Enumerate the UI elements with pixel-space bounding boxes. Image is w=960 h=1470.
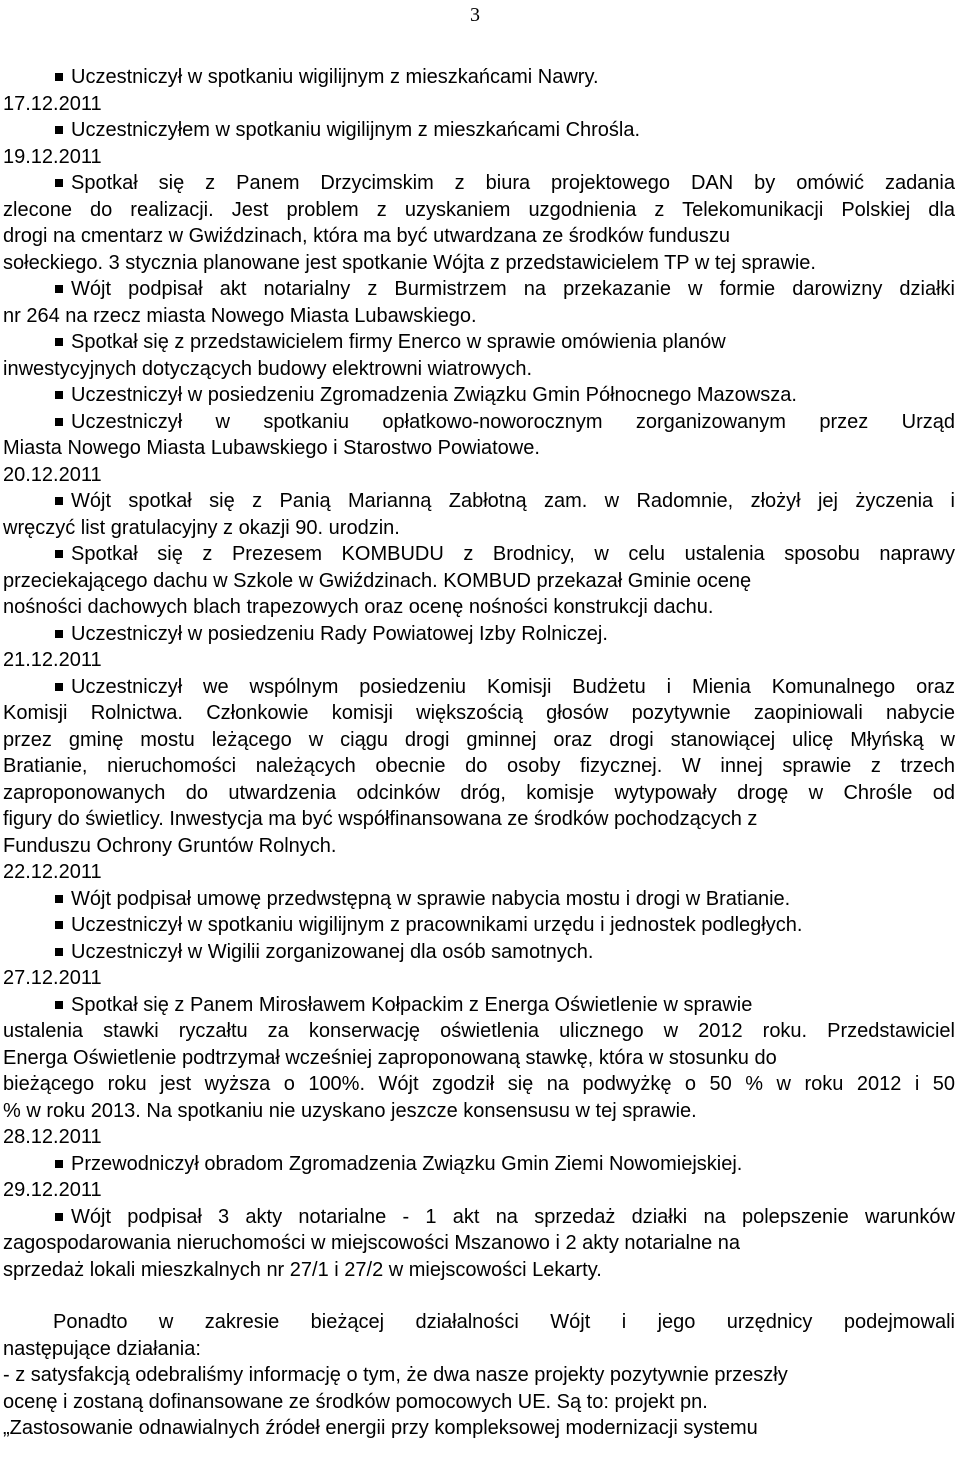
bullet-item: Uczestniczył w spotkaniu wigilijnym z mieszkańcami Nawry. — [3, 64, 955, 91]
text-line: % w roku 2013. Na spotkaniu nie uzyskano jeszcze konsensusu w tej sprawie. — [3, 1099, 697, 1122]
text-line: nr 264 na rzecz miasta Nowego Miasta Lubawskiego. — [3, 304, 477, 327]
date-heading: 27.12.2011 — [3, 967, 102, 989]
bullet-item: Spotkał się z Prezesem KOMBUDU z Brodnicy, w celu ustalenia sposobu naprawy — [3, 541, 955, 568]
text-line: nośności dachowych blach trapezowych oraz ocenę nośności konstrukcji dachu. — [3, 596, 714, 618]
text-line: zagospodarowania nieruchomości w miejscowości Mszanowo i 2 akty notarialne na — [3, 1232, 741, 1254]
bullet-item: Wójt podpisał akt notarialny z Burmistrzem na przekazanie w formie darowizny działki — [3, 276, 955, 303]
bullet-item: Uczestniczył w spotkaniu opłatkowo-noworocznym zorganizowanym przez Urząd — [3, 409, 955, 436]
text-line: ocenę i zostaną dofinansowane ze środków pomocowych UE. Są to: projekt pn. — [3, 1390, 708, 1413]
date-heading: 28.12.2011 — [3, 1126, 102, 1148]
bullet-item: Uczestniczył w spotkaniu wigilijnym z pracownikami urzędu i jednostek podległych. — [3, 912, 955, 939]
date-heading: 20.12.2011 — [3, 463, 102, 486]
bullet-item: Uczestniczył w Wigilii zorganizowanej dla osób samotnych. — [3, 939, 955, 966]
text-line: inwestycyjnych dotyczących budowy elektrowni wiatrowych. — [3, 357, 533, 380]
bullet-item: Przewodniczył obradom Zgromadzenia Związku Gmin Ziemi Nowomiejskiej. — [3, 1151, 955, 1178]
text-line: figury do świetlicy. Inwestycja ma być współfinansowana ze środków pochodzących z — [3, 808, 758, 830]
text-line: bieżącego roku jest wyższa o 100%. Wójt zgodził się na podwyżkę o 50 % w roku 2012 i 50 — [3, 1073, 955, 1095]
bullet-item: Spotkał się z przedstawicielem firmy Enerco w sprawie omówienia planów — [3, 329, 955, 356]
text-line: przez gminę mostu leżącego w ciągu drogi gminnej oraz drogi stanowiącej ulicę Młyńską w — [3, 728, 955, 751]
bullet-item: Uczestniczył w posiedzeniu Rady Powiatowej Izby Rolniczej. — [3, 621, 955, 648]
document-body — [3, 64, 955, 1442]
date-heading: 21.12.2011 — [3, 649, 102, 671]
bullet-item: Wójt podpisał 3 akty notarialne - 1 akt na sprzedaż działki na polepszenie warunków — [3, 1204, 955, 1231]
date-heading: 22.12.2011 — [3, 861, 102, 883]
date-heading: 19.12.2011 — [3, 145, 102, 168]
page-number: 3 — [470, 4, 480, 26]
text-line: przeciekającego dachu w Szkole w Gwiździnach. KOMBUD przekazał Gminie ocenę — [3, 569, 752, 592]
bullet-item: Wójt spotkał się z Panią Marianną Zabłotną zam. w Radomnie, złożył jej życzenia i — [3, 488, 955, 515]
text-line: - z satysfakcją odebraliśmy informację o tym, że dwa nasze projekty pozytywnie przeszły — [3, 1364, 788, 1386]
paragraph-gap — [3, 1283, 955, 1309]
bullet-item: Uczestniczyłem w spotkaniu wigilijnym z mieszkańcami Chrośla. — [3, 117, 955, 144]
text-line: ustalenia stawki ryczałtu za konserwację oświetlenia ulicznego w 2012 roku. Przedstawiciel — [3, 1020, 955, 1042]
text-line: sprzedaż lokali mieszkalnych nr 27/1 i 27/2 w miejscowości Lekarty. — [3, 1258, 602, 1281]
text-line: Miasta Nowego Miasta Lubawskiego i Starostwo Powiatowe. — [3, 437, 540, 459]
text-line: „Zastosowanie odnawialnych źródeł energii przy kompleksowej modernizacji systemu — [3, 1417, 758, 1439]
text-line: sołeckiego. 3 stycznia planowane jest spotkanie Wójta z przedstawicielem TP w tej sprawie. — [3, 251, 816, 274]
text-line: drogi na cmentarz w Gwiździnach, która ma być utwardzana ze środków funduszu — [3, 225, 731, 247]
bullet-item: Uczestniczył w posiedzeniu Zgromadzenia Związku Gmin Północnego Mazowsza. — [3, 382, 955, 409]
date-heading: 29.12.2011 — [3, 1179, 102, 1201]
text-line: Bratianie, nieruchomości należących obecnie do osoby fizycznej. W innej sprawie z trzech — [3, 755, 955, 777]
date-heading: 17.12.2011 — [3, 92, 102, 115]
text-line: Energa Oświetlenie podtrzymał wcześniej zaproponowaną stawkę, która w stosunku do — [3, 1046, 777, 1069]
bullet-item: Spotkał się z Panem Drzycimskim z biura projektowego DAN by omówić zadania — [3, 170, 955, 197]
paragraph-line: Ponadto w zakresie bieżącej działalności Wójt i jego urzędnicy podejmowali — [53, 1311, 955, 1333]
bullet-item: Uczestniczył we wspólnym posiedzeniu Komisji Budżetu i Mienia Komunalnego oraz — [3, 674, 955, 701]
text-line: Komisji Rolnictwa. Członkowie komisji większością głosów pozytywnie zaopiniowali nabycie — [3, 702, 955, 724]
text-line: wręczyć list gratulacyjny z okazji 90. urodzin. — [3, 516, 400, 539]
text-line: zaproponowanych do utwardzenia odcinków dróg, komisje wytypowały drogę w Chrośle od — [3, 781, 955, 804]
bullet-item: Wójt podpisał umowę przedwstępną w sprawie nabycia mostu i drogi w Bratianie. — [3, 886, 955, 913]
bullet-item: Spotkał się z Panem Mirosławem Kołpackim z Energa Oświetlenie w sprawie — [3, 992, 955, 1019]
text-line: Funduszu Ochrony Gruntów Rolnych. — [3, 834, 337, 857]
text-line: zlecone do realizacji. Jest problem z uzyskaniem uzgodnienia z Telekomunikacji Polskiej dla — [3, 198, 955, 221]
text-line: następujące działania: — [3, 1337, 201, 1360]
